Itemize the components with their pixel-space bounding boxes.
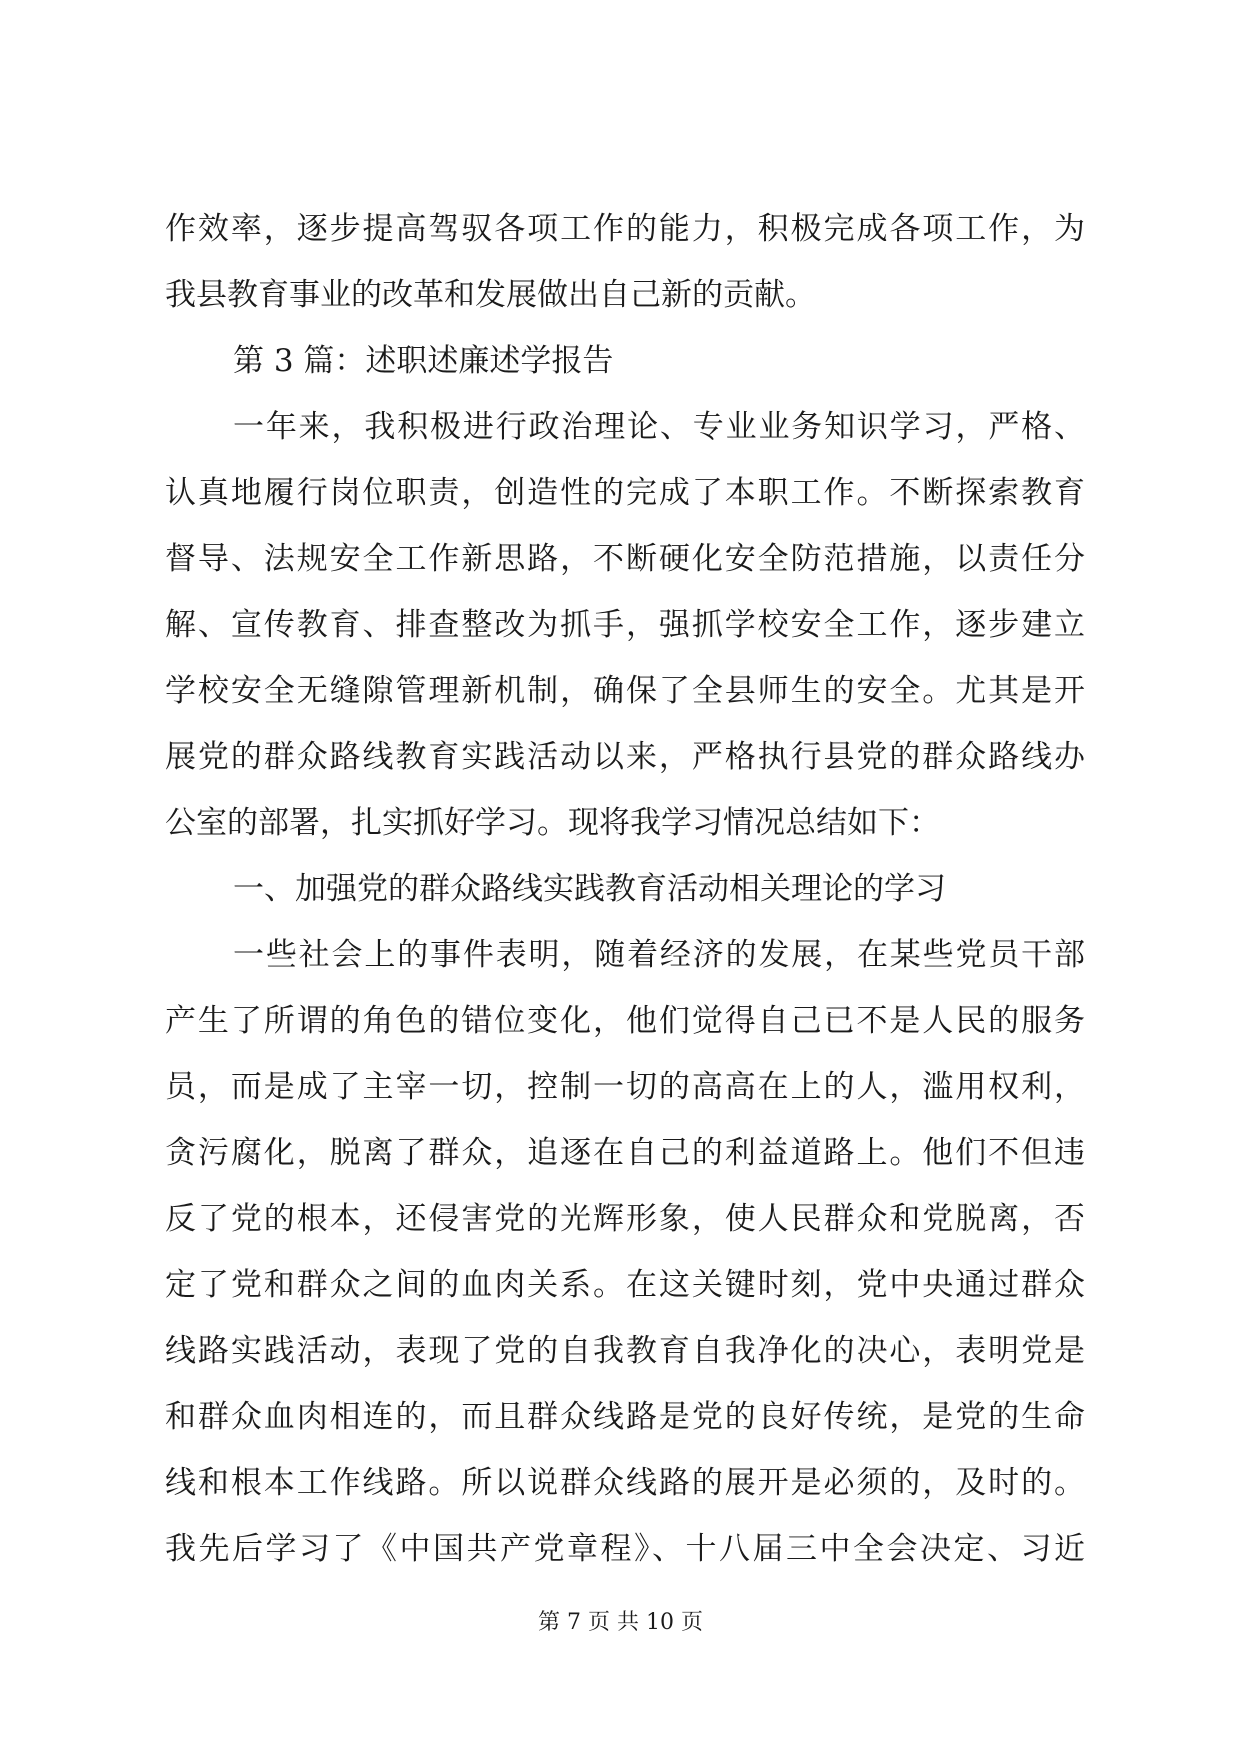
body-text-line: 我先后学习了《中国共产党章程》、十八届三中全会决定、习近 — [165, 1531, 1085, 1567]
body-text-line: 产生了所谓的角色的错位变化，他们觉得自己已不是人民的服务 — [165, 1003, 1085, 1039]
body-text-line: 线路实践活动，表现了党的自我教育自我净化的决心，表明党是 — [165, 1333, 1085, 1369]
body-text-line: 定了党和群众之间的血肉关系。在这关键时刻，党中央通过群众 — [165, 1267, 1085, 1303]
section-heading: 第 3 篇：述职述廉述学报告 — [233, 343, 614, 379]
body-text-line: 展党的群众路线教育实践活动以来，严格执行县党的群众路线办 — [165, 739, 1085, 775]
body-text-line: 一年来，我积极进行政治理论、专业业务知识学习，严格、 — [233, 409, 1085, 445]
body-text-line: 学校安全无缝隙管理新机制，确保了全县师生的安全。尤其是开 — [165, 673, 1085, 709]
page-number-footer: 第 7 页 共 10 页 — [538, 1610, 703, 1635]
body-text-line: 督导、法规安全工作新思路，不断硬化安全防范措施，以责任分 — [165, 541, 1085, 577]
body-text-line: 认真地履行岗位职责，创造性的完成了本职工作。不断探索教育 — [165, 475, 1085, 511]
body-text-line: 公室的部署，扎实抓好学习。现将我学习情况总结如下： — [165, 805, 940, 841]
body-text-line: 反了党的根本，还侵害党的光辉形象，使人民群众和党脱离，否 — [165, 1201, 1085, 1237]
body-text-line: 我县教育事业的改革和发展做出自己新的贡献。 — [165, 277, 816, 313]
body-text-line: 解、宣传教育、排查整改为抓手，强抓学校安全工作，逐步建立 — [165, 607, 1085, 643]
body-text-line: 贪污腐化，脱离了群众，追逐在自己的利益道路上。他们不但违 — [165, 1135, 1085, 1171]
body-text-line: 员，而是成了主宰一切，控制一切的高高在上的人，滥用权利， — [165, 1069, 1085, 1105]
body-text-line: 作效率，逐步提高驾驭各项工作的能力，积极完成各项工作，为 — [165, 211, 1085, 247]
subsection-heading: 一、加强党的群众路线实践教育活动相关理论的学习 — [233, 871, 946, 907]
body-text-line: 一些社会上的事件表明，随着经济的发展，在某些党员干部 — [233, 937, 1085, 973]
body-text-line: 和群众血肉相连的，而且群众线路是党的良好传统，是党的生命 — [165, 1399, 1085, 1435]
body-text-line: 线和根本工作线路。所以说群众线路的展开是必须的，及时的。 — [165, 1465, 1085, 1501]
